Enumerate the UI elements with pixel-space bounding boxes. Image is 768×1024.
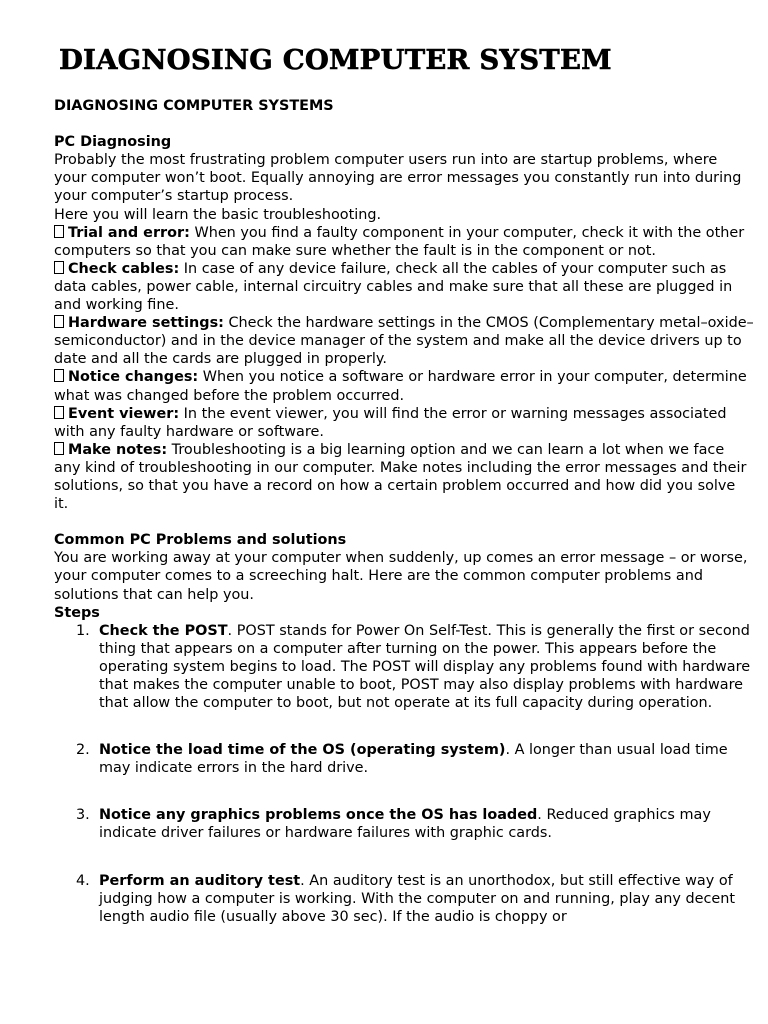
unknown-glyph-icon <box>54 315 64 328</box>
common-intro-paragraph: You are working away at your computer when suddenly, up comes an error message – or worse, your computer comes to a screeching halt. Here are the common computer problems and solutions that can help you. <box>54 550 748 603</box>
troubleshooting-item-term: Notice changes: <box>68 369 199 386</box>
step-number: 1. <box>76 622 90 639</box>
troubleshooting-item-term: Hardware settings: <box>68 315 224 332</box>
step-number: 4. <box>76 872 90 889</box>
unknown-glyph-icon <box>54 369 64 382</box>
intro-paragraph: Probably the most frustrating problem computer users run into are startup problems, where your computer won’t boot. Equally annoying are error messages you constantly run into during your computer’s startup process. <box>54 152 742 205</box>
troubleshooting-item-text: When you find a faulty component in your computer, check it with the other computers so that you can make sure whether the fault is in the component or not. <box>54 224 745 259</box>
step-number: 2. <box>76 742 90 759</box>
troubleshooting-item-text: Check the hardware settings in the CMOS (Complementary metal–oxide–semiconductor) and in the device manager of the system and make all the device drivers up to date and all the cards are plugged in properly. <box>54 315 754 368</box>
troubleshooting-item-text: When you notice a software or hardware error in your computer, determine what was changed before the problem occurred. <box>54 369 747 404</box>
step-term: Check the POST <box>99 622 228 639</box>
troubleshooting-list <box>54 224 754 514</box>
unknown-glyph-icon <box>54 225 64 238</box>
document-title: DIAGNOSING COMPUTER SYSTEM <box>59 44 612 76</box>
step-text: . POST stands for Power On Self-Test. This is generally the first or second thing that appears on a computer after turning on the power. This appears before the operating system begins to load. The POST will display any problems found with hardware that makes the computer unable to boot, POST may also display problems with hardware that allow the computer to boot, but not operate at its full capacity during operation. <box>99 622 751 712</box>
step-item <box>54 806 754 842</box>
step-term: Perform an auditory test <box>99 872 301 889</box>
troubleshooting-item-term: Event viewer: <box>68 405 180 422</box>
steps-heading: Steps <box>54 604 100 621</box>
step-item <box>54 741 754 777</box>
spacer <box>54 513 754 531</box>
troubleshooting-item <box>54 368 754 404</box>
troubleshooting-item <box>54 224 754 260</box>
troubleshooting-item-text: In the event viewer, you will find the error or warning messages associated with any faulty hardware or software. <box>54 405 727 440</box>
step-item <box>54 622 754 712</box>
step-text: . Reduced graphics may indicate driver failures or hardware failures with graphic cards. <box>99 807 711 842</box>
spacer <box>54 115 754 133</box>
troubleshooting-item <box>54 260 754 314</box>
step-term: Notice the load time of the OS (operating system) <box>99 742 506 759</box>
step-term: Notice any graphics problems once the OS has loaded <box>99 807 538 824</box>
unknown-glyph-icon <box>54 442 64 455</box>
steps-list <box>54 622 754 926</box>
step-text: . An auditory test is an unorthodox, but still effective way of judging how a computer is working. With the computer on and running, play any decent length audio file (usually above 30 sec). If the audio is choppy or <box>99 872 735 925</box>
troubleshooting-item <box>54 405 754 441</box>
troubleshooting-item-term: Make notes: <box>68 441 168 458</box>
unknown-glyph-icon <box>54 406 64 419</box>
step-item <box>54 872 754 926</box>
document-body <box>54 97 754 926</box>
troubleshooting-item-text: In case of any device failure, check all the cables of your computer such as data cables, power cable, internal circuitry cables and make sure that all these are plugged in and working fine. <box>54 260 733 314</box>
section-heading-pc-diagnosing: PC Diagnosing <box>54 134 172 151</box>
unknown-glyph-icon <box>54 261 64 274</box>
learn-paragraph: Here you will learn the basic troubleshooting. <box>54 206 382 223</box>
section-heading-common-problems: Common PC Problems and solutions <box>54 532 347 549</box>
troubleshooting-item-term: Check cables: <box>68 260 180 277</box>
troubleshooting-item-term: Trial and error: <box>68 224 190 241</box>
document-subtitle: DIAGNOSING COMPUTER SYSTEMS <box>54 98 334 114</box>
troubleshooting-item-text: Troubleshooting is a big learning option and we can learn a lot when we face any kind of troubleshooting in our computer. Make notes including the error messages and their solutions, so that you have a record on how a certain problem occurred and how did you solve it. <box>54 441 747 513</box>
troubleshooting-item <box>54 441 754 513</box>
troubleshooting-item <box>54 314 754 368</box>
step-text: . A longer than usual load time may indicate errors in the hard drive. <box>99 742 728 777</box>
step-number: 3. <box>76 807 90 824</box>
